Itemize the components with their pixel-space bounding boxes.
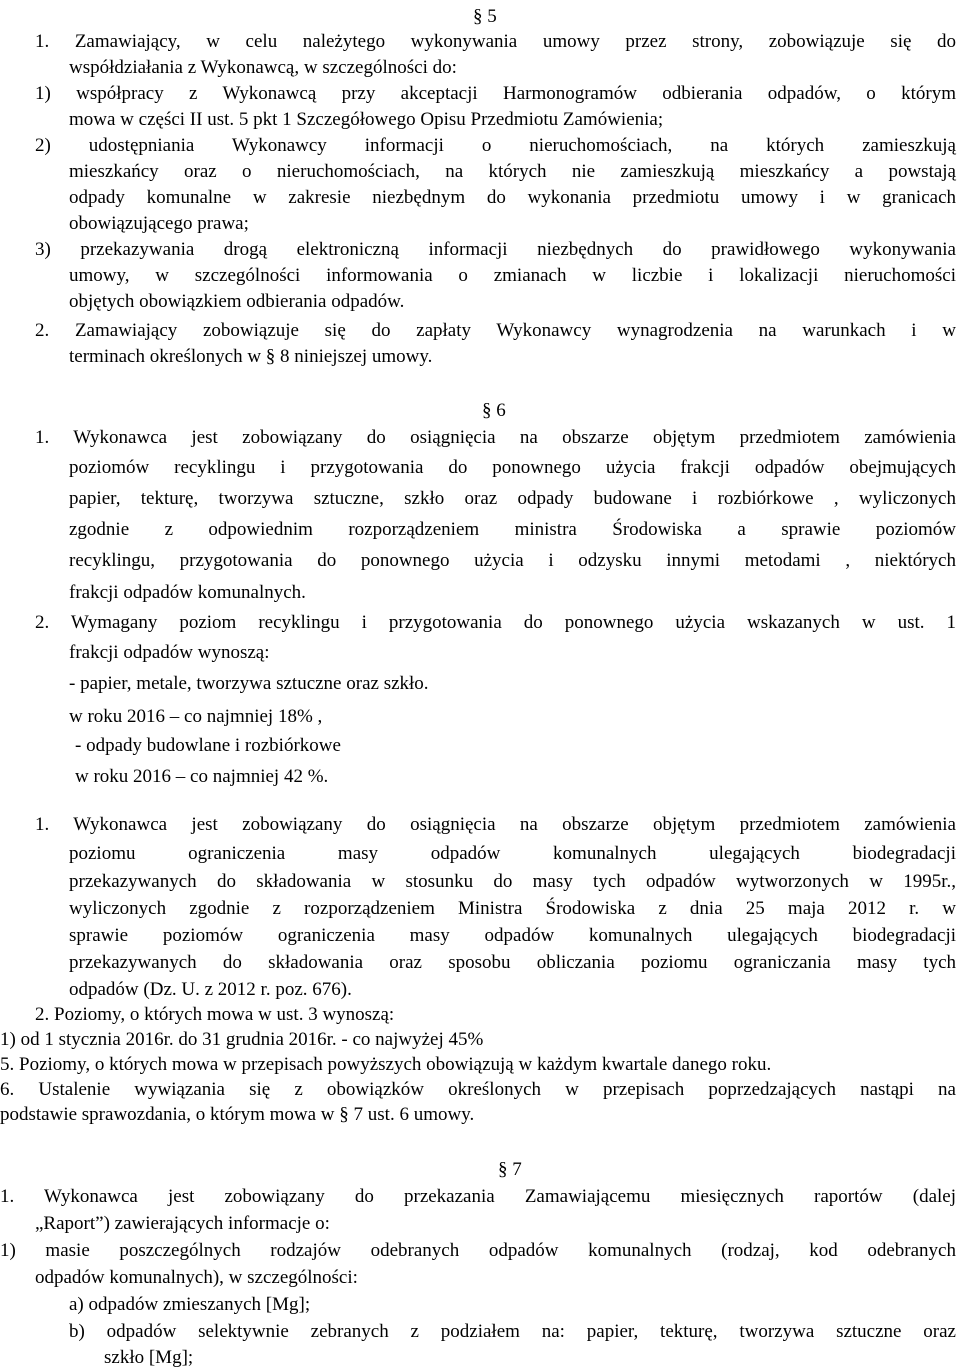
paragraph-line: podstawie sprawozdania, o którym mowa w § 7 ust. 6 umowy.: [0, 1104, 475, 1125]
paragraph-line: 1) masie poszczególnych rodzajów odebranych odpadów komunalnych (rodzaj, kod odebranych: [0, 1240, 956, 1261]
paragraph-line: 6. Ustalenie wywiązania się z obowiązków określonych w przepisach poprzedzających nastąpi na: [0, 1079, 956, 1100]
paragraph-line: 1) od 1 stycznia 2016r. do 31 grudnia 2016r. - co najwyżej 45%: [0, 1029, 484, 1050]
paragraph-line: współdziałania z Wykonawcą, w szczególności do:: [69, 57, 457, 78]
paragraph-line: odpadów (Dz. U. z 2012 r. poz. 676).: [69, 979, 352, 1000]
paragraph-line: 1. Wykonawca jest zobowiązany do przekazania Zamawiającemu miesięcznych raportów (dalej: [0, 1186, 956, 1207]
list-item: a) odpadów zmieszanych [Mg];: [69, 1294, 311, 1315]
list-item: - odpady budowlane i rozbiórkowe: [75, 735, 341, 756]
paragraph-line: poziomu ograniczenia masy odpadów komunalnych ulegających biodegradacji: [69, 843, 956, 864]
paragraph-line: 2. Zamawiający zobowiązuje się do zapłaty Wykonawcy wynagrodzenia na warunkach i w: [35, 320, 956, 341]
paragraph-line: odpady komunalne w zakresie niezbędnym do wykonania przedmiotu umowy i w granicach: [69, 187, 956, 208]
paragraph-line: sprawie poziomów ograniczenia masy odpadów komunalnych ulegających biodegradacji: [69, 925, 956, 946]
paragraph-line: przekazywanych do składowania oraz sposobu obliczania poziomu ograniczania masy tych: [69, 952, 956, 973]
section-heading-7: § 7: [498, 1159, 522, 1180]
paragraph-line: „Raport”) zawierających informacje o:: [35, 1213, 330, 1234]
list-item: b) odpadów selektywnie zebranych z podziałem na: papier, tekturę, tworzywa sztuczne oraz: [69, 1321, 956, 1342]
paragraph-line: 1. Wykonawca jest zobowiązany do osiągnięcia na obszarze objętym przedmiotem zamówienia: [35, 814, 956, 835]
paragraph-line: poziomów recyklingu i przygotowania do ponownego użycia frakcji odpadów obejmujących: [69, 457, 956, 478]
paragraph-line: 3) przekazywania drogą elektroniczną informacji niezbędnych do prawidłowego wykonywania: [35, 239, 956, 260]
paragraph-line: mieszkańcy oraz o nieruchomościach, na których nie zamieszkują mieszkańcy a powstają: [69, 161, 956, 182]
paragraph-line: przekazywanych do składowania w stosunku do masy tych odpadów wytworzonych w 1995r.,: [69, 871, 956, 892]
paragraph-line: 1) współpracy z Wykonawcą przy akceptacji Harmonogramów odbierania odpadów, o którym: [35, 83, 956, 104]
list-item: - papier, metale, tworzywa sztuczne oraz szkło.: [69, 673, 429, 694]
paragraph-line: odpadów komunalnych), w szczególności:: [35, 1267, 358, 1288]
paragraph-line: obowiązującego prawa;: [69, 213, 249, 234]
list-item: w roku 2016 – co najmniej 18% ,: [69, 706, 323, 727]
paragraph-line: 2. Poziomy, o których mowa w ust. 3 wynoszą:: [35, 1004, 395, 1025]
paragraph-line: 1. Zamawiający, w celu należytego wykonywania umowy przez strony, zobowiązuje się do: [35, 31, 956, 52]
paragraph-line: mowa w części II ust. 5 pkt 1 Szczegółowego Opisu Przedmiotu Zamówienia;: [69, 109, 664, 130]
paragraph-line: 1. Wykonawca jest zobowiązany do osiągnięcia na obszarze objętym przedmiotem zamówienia: [35, 427, 956, 448]
list-item: w roku 2016 – co najmniej 42 %.: [75, 766, 329, 787]
list-item: szkło [Mg];: [104, 1347, 194, 1368]
paragraph-line: terminach określonych w § 8 niniejszej umowy.: [69, 346, 433, 367]
paragraph-line: 2. Wymagany poziom recyklingu i przygotowania do ponownego użycia wskazanych w ust. 1: [35, 612, 956, 633]
section-heading-6: § 6: [482, 400, 506, 421]
paragraph-line: papier, tekturę, tworzywa sztuczne, szkło oraz odpady budowane i rozbiórkowe , wyliczonych: [69, 488, 956, 509]
paragraph-line: frakcji odpadów komunalnych.: [69, 582, 306, 603]
paragraph-line: zgodnie z odpowiednim rozporządzeniem ministra Środowiska a sprawie poziomów: [69, 519, 956, 540]
paragraph-line: frakcji odpadów wynoszą:: [69, 642, 270, 663]
section-heading-5: § 5: [473, 6, 497, 27]
paragraph-line: recyklingu, przygotowania do ponownego użycia i odzysku innymi metodami , niektórych: [69, 550, 956, 571]
paragraph-line: 2) udostępniania Wykonawcy informacji o nieruchomościach, na których zamieszkują: [35, 135, 956, 156]
paragraph-line: 5. Poziomy, o których mowa w przepisach powyższych obowiązują w każdym kwartale danego roku.: [0, 1054, 772, 1075]
paragraph-line: umowy, w szczególności informowania o zmianach w liczbie i lokalizacji nieruchomości: [69, 265, 956, 286]
paragraph-line: wyliczonych zgodnie z rozporządzeniem Ministra Środowiska z dnia 25 maja 2012 r. w: [69, 898, 956, 919]
paragraph-line: objętych obowiązkiem odbierania odpadów.: [69, 291, 405, 312]
